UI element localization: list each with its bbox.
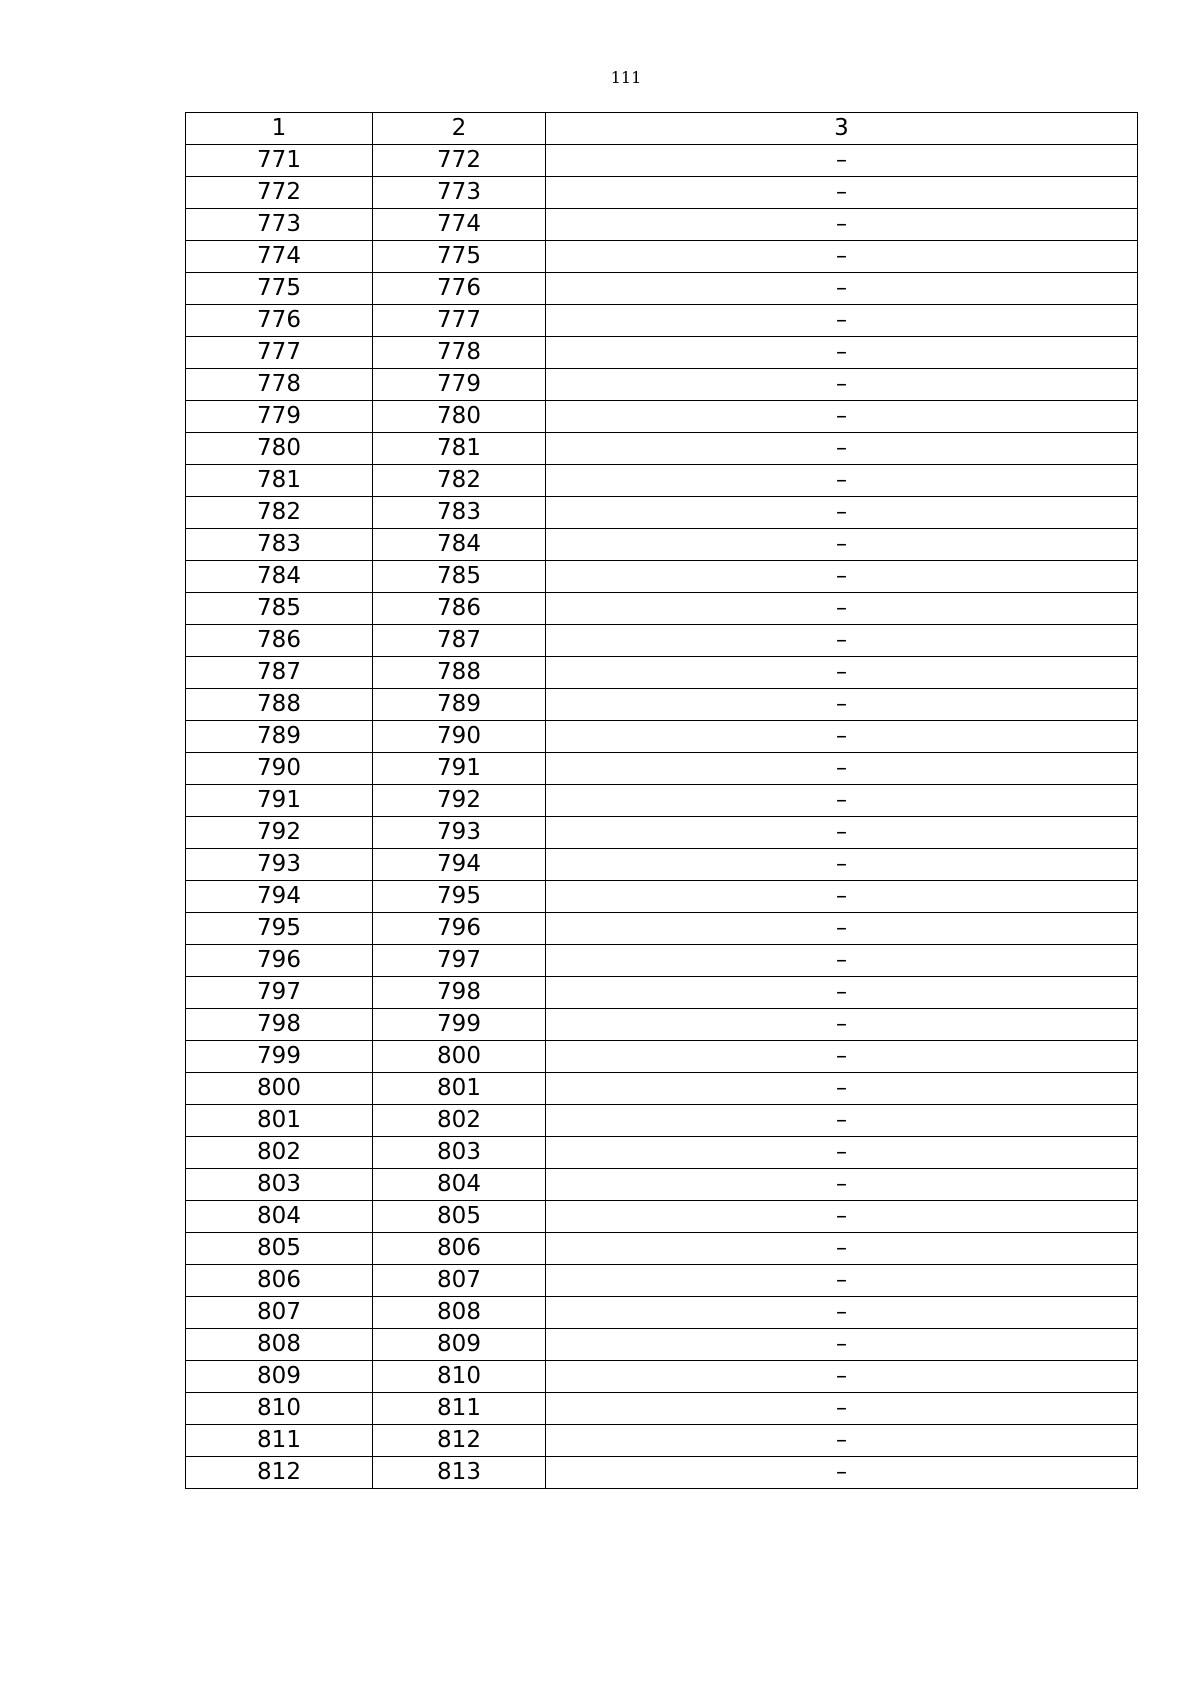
table-cell-col-2: 796: [373, 913, 546, 945]
table-cell-col-2: 790: [373, 721, 546, 753]
table-cell-col-2: 774: [373, 209, 546, 241]
table-cell-col-3: –: [546, 1009, 1138, 1041]
table-cell-col-3: –: [546, 401, 1138, 433]
table-cell-col-3: –: [546, 1233, 1138, 1265]
table-cell-col-1: 782: [186, 497, 373, 529]
table-row: [186, 881, 1138, 913]
table-cell-col-3: –: [546, 689, 1138, 721]
data-table: [185, 112, 1138, 1489]
table-cell-col-3: –: [546, 561, 1138, 593]
column-header-1: 1: [186, 113, 373, 145]
table-cell-col-3: –: [546, 465, 1138, 497]
table-cell-col-1: 802: [186, 1137, 373, 1169]
table-cell-col-1: 780: [186, 433, 373, 465]
table-row: [186, 1169, 1138, 1201]
table-cell-col-2: 779: [373, 369, 546, 401]
table-cell-col-2: 812: [373, 1425, 546, 1457]
table-row: [186, 209, 1138, 241]
table-cell-col-3: –: [546, 1457, 1138, 1489]
table-body: [186, 145, 1138, 1489]
table-cell-col-3: –: [546, 593, 1138, 625]
table-cell-col-3: –: [546, 1425, 1138, 1457]
table-row: [186, 721, 1138, 753]
table-cell-col-3: –: [546, 1361, 1138, 1393]
table-cell-col-2: 791: [373, 753, 546, 785]
table-cell-col-2: 813: [373, 1457, 546, 1489]
table-row: [186, 1393, 1138, 1425]
table-cell-col-1: 776: [186, 305, 373, 337]
table-row: [186, 753, 1138, 785]
table-row: [186, 497, 1138, 529]
table-cell-col-1: 806: [186, 1265, 373, 1297]
table-row: [186, 1105, 1138, 1137]
table-cell-col-1: 803: [186, 1169, 373, 1201]
table-cell-col-3: –: [546, 1169, 1138, 1201]
table-cell-col-2: 775: [373, 241, 546, 273]
table-cell-col-1: 795: [186, 913, 373, 945]
table-cell-col-3: –: [546, 1297, 1138, 1329]
table-cell-col-3: –: [546, 1201, 1138, 1233]
table-row: [186, 529, 1138, 561]
table-cell-col-2: 803: [373, 1137, 546, 1169]
table-cell-col-2: 787: [373, 625, 546, 657]
table-cell-col-2: 777: [373, 305, 546, 337]
table-cell-col-2: 784: [373, 529, 546, 561]
table-cell-col-3: –: [546, 1073, 1138, 1105]
table-row: [186, 145, 1138, 177]
table-cell-col-3: –: [546, 1105, 1138, 1137]
table-cell-col-3: –: [546, 433, 1138, 465]
table-row: [186, 561, 1138, 593]
table-cell-col-1: 783: [186, 529, 373, 561]
table-row: [186, 1041, 1138, 1073]
table-cell-col-2: 804: [373, 1169, 546, 1201]
table-cell-col-3: –: [546, 209, 1138, 241]
table-cell-col-3: –: [546, 785, 1138, 817]
table-cell-col-2: 806: [373, 1233, 546, 1265]
column-header-2: 2: [373, 113, 546, 145]
table-row: [186, 1297, 1138, 1329]
table-row: [186, 1137, 1138, 1169]
table-cell-col-3: –: [546, 497, 1138, 529]
table-cell-col-3: –: [546, 657, 1138, 689]
table-cell-col-1: 791: [186, 785, 373, 817]
table-cell-col-1: 784: [186, 561, 373, 593]
table-row: [186, 625, 1138, 657]
table-cell-col-3: –: [546, 337, 1138, 369]
table-cell-col-1: 797: [186, 977, 373, 1009]
table-cell-col-3: –: [546, 529, 1138, 561]
table-cell-col-3: –: [546, 913, 1138, 945]
table-cell-col-2: 785: [373, 561, 546, 593]
table-cell-col-1: 787: [186, 657, 373, 689]
table-cell-col-3: –: [546, 1041, 1138, 1073]
table-cell-col-2: 776: [373, 273, 546, 305]
table-cell-col-1: 785: [186, 593, 373, 625]
table-cell-col-3: –: [546, 625, 1138, 657]
table-cell-col-1: 775: [186, 273, 373, 305]
table-cell-col-3: –: [546, 1137, 1138, 1169]
table-cell-col-2: 802: [373, 1105, 546, 1137]
table-cell-col-2: 780: [373, 401, 546, 433]
table-cell-col-1: 807: [186, 1297, 373, 1329]
table-cell-col-1: 810: [186, 1393, 373, 1425]
table-row: [186, 401, 1138, 433]
table-cell-col-1: 800: [186, 1073, 373, 1105]
table-cell-col-2: 810: [373, 1361, 546, 1393]
table-cell-col-2: 809: [373, 1329, 546, 1361]
table-cell-col-3: –: [546, 817, 1138, 849]
table-cell-col-2: 792: [373, 785, 546, 817]
table-cell-col-1: 786: [186, 625, 373, 657]
table-cell-col-2: 801: [373, 1073, 546, 1105]
table-row: [186, 1265, 1138, 1297]
table-row: [186, 945, 1138, 977]
table-cell-col-3: –: [546, 241, 1138, 273]
table-cell-col-2: 793: [373, 817, 546, 849]
table-cell-col-1: 804: [186, 1201, 373, 1233]
table-row: [186, 1009, 1138, 1041]
table-cell-col-2: 811: [373, 1393, 546, 1425]
table-cell-col-1: 801: [186, 1105, 373, 1137]
table-cell-col-1: 799: [186, 1041, 373, 1073]
table-cell-col-3: –: [546, 945, 1138, 977]
table-cell-col-1: 811: [186, 1425, 373, 1457]
table-row: [186, 369, 1138, 401]
table-cell-col-2: 783: [373, 497, 546, 529]
table-cell-col-2: 772: [373, 145, 546, 177]
table-cell-col-3: –: [546, 1265, 1138, 1297]
table-cell-col-3: –: [546, 881, 1138, 913]
table-cell-col-2: 795: [373, 881, 546, 913]
table-row: [186, 817, 1138, 849]
table-cell-col-1: 774: [186, 241, 373, 273]
table-cell-col-1: 777: [186, 337, 373, 369]
table-row: [186, 241, 1138, 273]
table-cell-col-2: 800: [373, 1041, 546, 1073]
page-number: 111: [610, 68, 642, 87]
column-header-3: 3: [546, 113, 1138, 145]
table-row: [186, 1457, 1138, 1489]
table-cell-col-2: 794: [373, 849, 546, 881]
table-cell-col-2: 799: [373, 1009, 546, 1041]
table-row: [186, 177, 1138, 209]
table-cell-col-3: –: [546, 1329, 1138, 1361]
table-row: [186, 1073, 1138, 1105]
table-cell-col-1: 778: [186, 369, 373, 401]
table-row: [186, 657, 1138, 689]
table-cell-col-1: 796: [186, 945, 373, 977]
table-cell-col-1: 788: [186, 689, 373, 721]
table-cell-col-2: 781: [373, 433, 546, 465]
table-cell-col-1: 812: [186, 1457, 373, 1489]
table-row: [186, 977, 1138, 1009]
table-cell-col-3: –: [546, 177, 1138, 209]
table-cell-col-2: 778: [373, 337, 546, 369]
table-cell-col-3: –: [546, 753, 1138, 785]
table-row: [186, 1329, 1138, 1361]
table-cell-col-1: 794: [186, 881, 373, 913]
table-cell-col-1: 771: [186, 145, 373, 177]
table-cell-col-1: 779: [186, 401, 373, 433]
table-cell-col-2: 797: [373, 945, 546, 977]
table-row: [186, 1233, 1138, 1265]
table-row: [186, 465, 1138, 497]
table-cell-col-1: 789: [186, 721, 373, 753]
table-row: [186, 1425, 1138, 1457]
table-cell-col-2: 808: [373, 1297, 546, 1329]
table-cell-col-2: 805: [373, 1201, 546, 1233]
table-cell-col-1: 809: [186, 1361, 373, 1393]
table-header-row: [186, 113, 1138, 145]
table-cell-col-3: –: [546, 1393, 1138, 1425]
table-cell-col-1: 773: [186, 209, 373, 241]
table-row: [186, 1361, 1138, 1393]
table-row: [186, 337, 1138, 369]
table-row: [186, 849, 1138, 881]
table-cell-col-3: –: [546, 145, 1138, 177]
table-cell-col-3: –: [546, 369, 1138, 401]
table-row: [186, 785, 1138, 817]
table-cell-col-3: –: [546, 849, 1138, 881]
table-cell-col-3: –: [546, 273, 1138, 305]
table-cell-col-1: 792: [186, 817, 373, 849]
table-cell-col-2: 807: [373, 1265, 546, 1297]
table-row: [186, 689, 1138, 721]
table-cell-col-2: 798: [373, 977, 546, 1009]
table-cell-col-2: 786: [373, 593, 546, 625]
table-cell-col-1: 790: [186, 753, 373, 785]
table-cell-col-1: 805: [186, 1233, 373, 1265]
table-cell-col-1: 793: [186, 849, 373, 881]
table-cell-col-2: 788: [373, 657, 546, 689]
table-cell-col-1: 808: [186, 1329, 373, 1361]
table-row: [186, 305, 1138, 337]
table-cell-col-2: 773: [373, 177, 546, 209]
table-cell-col-3: –: [546, 977, 1138, 1009]
table-cell-col-1: 798: [186, 1009, 373, 1041]
table-row: [186, 433, 1138, 465]
table-row: [186, 913, 1138, 945]
table-cell-col-2: 782: [373, 465, 546, 497]
table-cell-col-1: 772: [186, 177, 373, 209]
table-cell-col-3: –: [546, 721, 1138, 753]
table-cell-col-1: 781: [186, 465, 373, 497]
table-cell-col-3: –: [546, 305, 1138, 337]
table-row: [186, 273, 1138, 305]
table-row: [186, 1201, 1138, 1233]
table-row: [186, 593, 1138, 625]
table-cell-col-2: 789: [373, 689, 546, 721]
